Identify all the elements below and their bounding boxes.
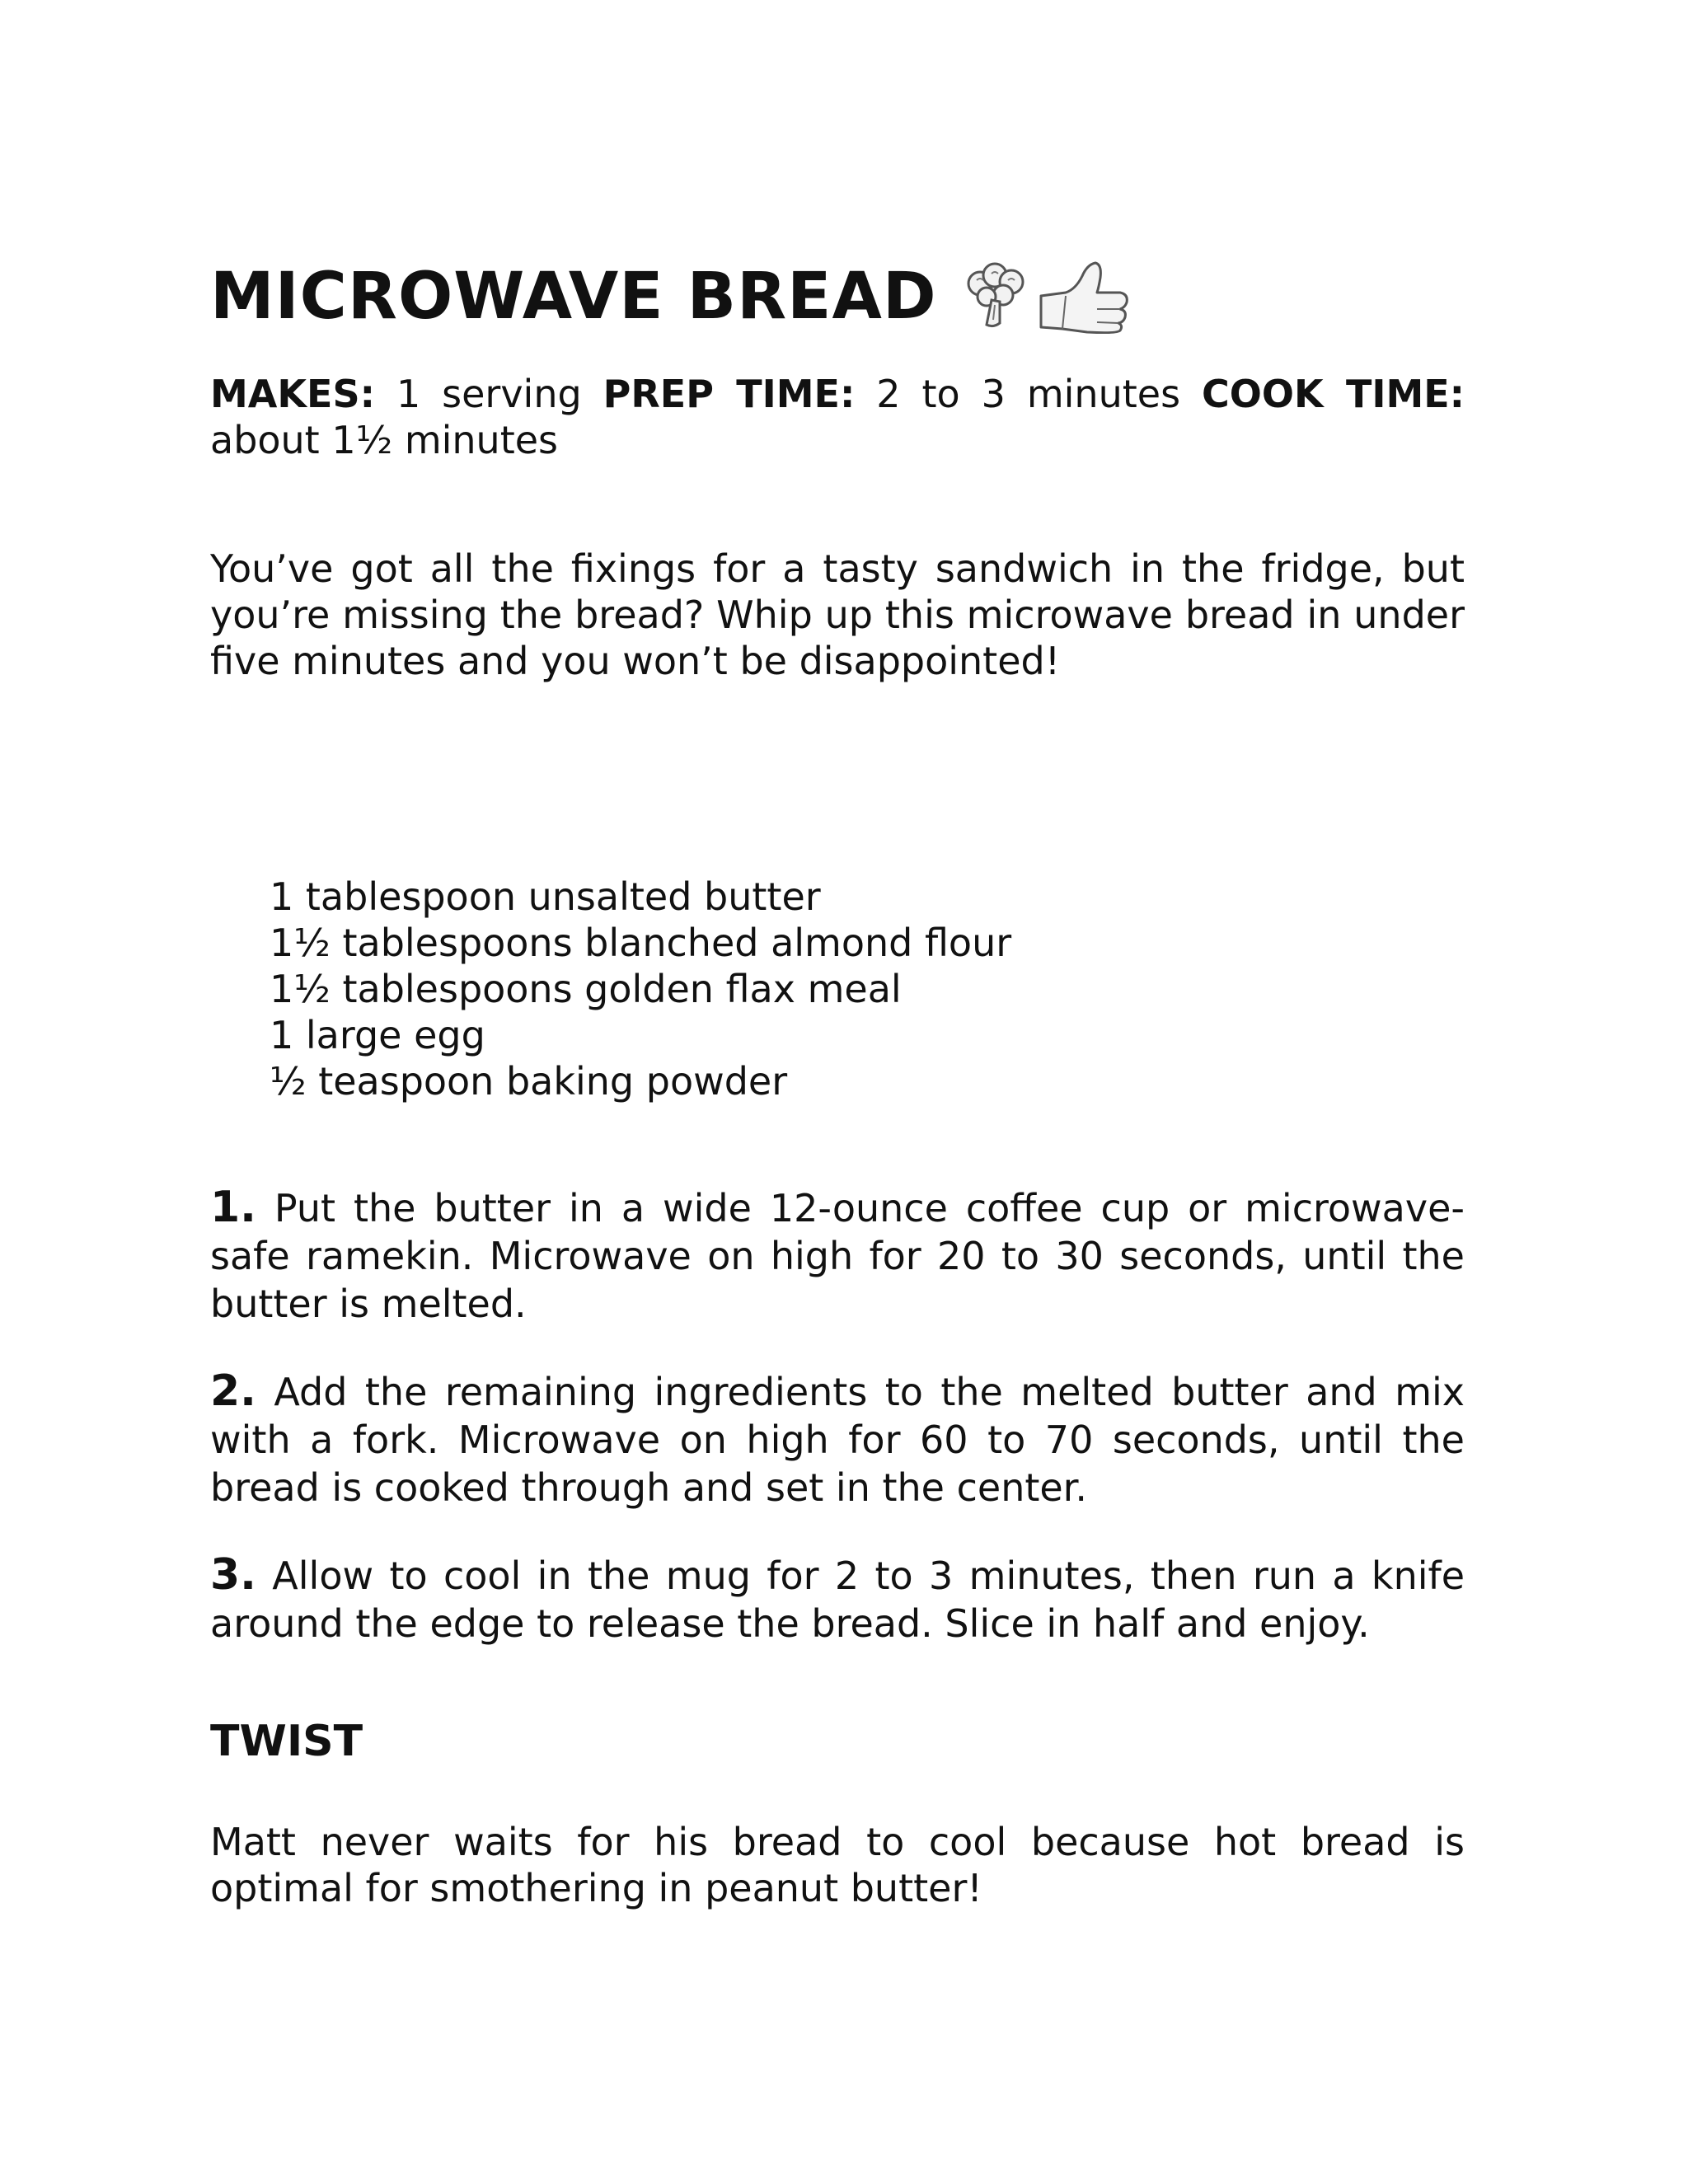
makes-label: MAKES: <box>210 372 375 416</box>
recipe-intro: You’ve got all the fixings for a tasty sandwich in the fridge, but you’re missing the bread? Whip up this microwave bread in under five minutes and you won’t be disappointed! <box>210 546 1465 683</box>
step-text: Put the butter in a wide 12-ounce coffee cup or microwave-safe ramekin. Microwave on high for 20 to 30 seconds, until the butter is melted. <box>210 1186 1465 1326</box>
recipe-meta <box>210 371 1465 463</box>
cook-time-label: COOK TIME: <box>1202 372 1465 416</box>
step-3 <box>210 1551 1465 1647</box>
ingredient-item: 1½ tablespoons golden flax meal <box>270 967 902 1011</box>
step-1 <box>210 1183 1465 1328</box>
title-row <box>210 247 1465 346</box>
step-number: 3. <box>210 1550 256 1600</box>
prep-time-label: PREP TIME: <box>603 372 856 416</box>
step-number: 1. <box>210 1183 256 1232</box>
ingredient-item: 1½ tablespoons blanched almond flour <box>270 921 1012 965</box>
prep-time-value: 2 to 3 minutes <box>876 372 1181 416</box>
broccoli-icon <box>962 262 1031 331</box>
cook-time-value: about 1½ minutes <box>210 418 559 462</box>
ingredient-list <box>270 874 1465 1104</box>
ingredient-item: 1 large egg <box>270 1013 485 1057</box>
step-text: Add the remaining ingredients to the melted butter and mix with a fork. Microwave on high for 60 to 70 seconds, until the bread is cooked through and set in the center. <box>210 1370 1465 1510</box>
recipe-title: MICROWAVE BREAD <box>210 260 937 334</box>
step-2 <box>210 1367 1465 1511</box>
recipe-icons <box>962 260 1133 334</box>
twist-text: Matt never waits for his bread to cool because hot bread is optimal for smothering in peanut butter! <box>210 1820 1465 1910</box>
makes-value: 1 serving <box>396 372 582 416</box>
recipe-page <box>210 247 1465 1949</box>
twist-heading: TWIST <box>210 1717 363 1766</box>
step-text: Allow to cool in the mug for 2 to 3 minutes, then run a knife around the edge to release the bread. Slice in half and enjoy. <box>210 1554 1465 1646</box>
thumbs-up-icon <box>1038 260 1133 334</box>
ingredient-item: 1 tablespoon unsalted butter <box>270 874 821 919</box>
ingredient-item: ½ teaspoon baking powder <box>270 1059 788 1104</box>
step-number: 2. <box>210 1366 256 1416</box>
